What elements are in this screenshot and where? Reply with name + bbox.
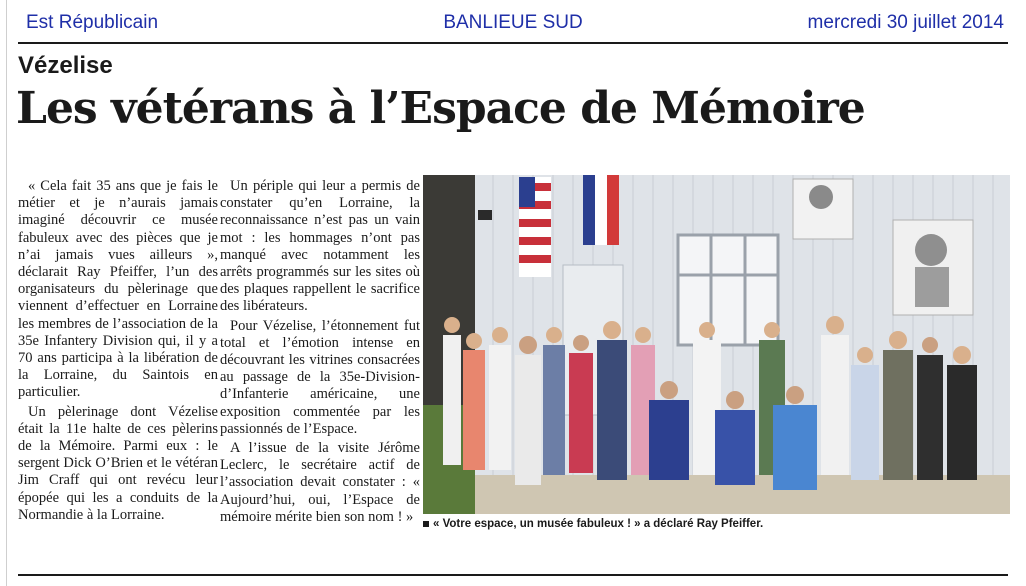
article-headline: Les vétérans à l’Espace de Mémoire (16, 83, 865, 134)
article-paragraph: A l’issue de la visite Jérôme Leclerc, le secrétaire actif de l’association devait constater : « Aujourd’hui, oui, l’Espace de mémoire mérite bien son nom ! » (220, 440, 420, 525)
newspaper-header (18, 8, 1008, 44)
page-edge-rule (6, 0, 7, 586)
group-photo (423, 175, 1010, 514)
footer-rule (18, 574, 1008, 576)
section-name: BANLIEUE SUD (443, 12, 583, 33)
newspaper-name: Est Républicain (26, 12, 159, 33)
article-kicker: Vézelise (18, 52, 113, 79)
caption-square-icon (423, 521, 429, 527)
photo-caption (423, 518, 1010, 530)
article-paragraph: Un pèlerinage dont Vézelise était la 11e halte de ces pèlerins de la Mémoire. Parmi eux : le sergent Dick O’Brien et le vétéran Jim Craff qui ont revécu leur épopée qui les a conduits de la Normandie à la Lorraine. (18, 403, 218, 523)
caption-text: « Votre espace, un musée fabuleux ! » a déclaré Ray Pfeiffer. (433, 518, 764, 530)
article-paragraph: « Cela fait 35 ans que je fais le métier et je n’aurais jamais imaginé découvrir ce musée fabuleux avec des pièces que je n’ai jamais vues ailleurs », déclarait Ray Pfeiffer, l’un des organisateurs du pèlerinage que viennent d’effectuer en Lorraine les membres de l’association de la 35e Infantery Division qui, il y a 70 ans participa à la libération de la Lorraine, du Saintois en particulier. (18, 178, 218, 401)
issue-date: mercredi 30 juillet 2014 (807, 12, 1004, 33)
article-column-1 (18, 178, 218, 526)
article-paragraph: Pour Vézelise, l’étonnement fut total et l’émotion intense en découvrant les vitrines consacrées au passage de la 35e-Division-d’Infanterie américaine, une exposition commentée par les passionnés de l’Espace. (220, 317, 420, 437)
article-paragraph: Un périple qui leur a permis de constater qu’en Lorraine, la reconnaissance n’est pas un vain mot : les hommages n’ont pas manqué avec notamment les arrêts programmés sur les sites où des plaques rappellent le sacrifice des libérateurs. (220, 178, 420, 315)
article-column-2 (220, 178, 420, 528)
